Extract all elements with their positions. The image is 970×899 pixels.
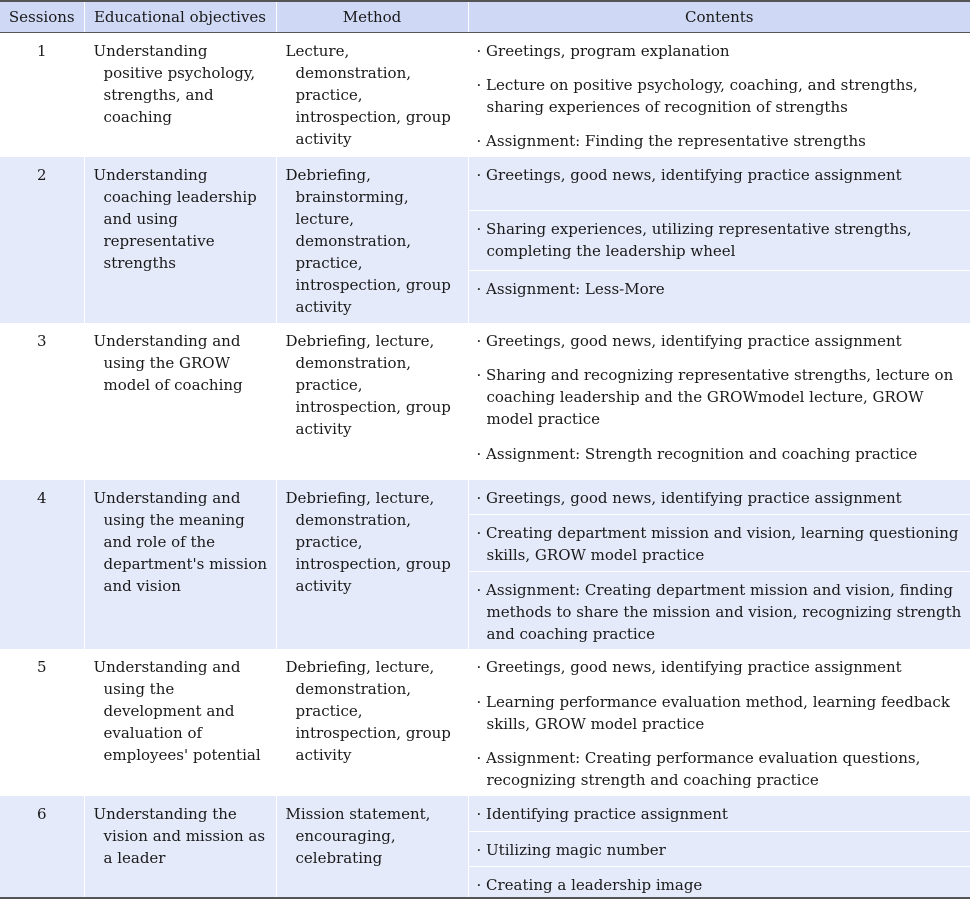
objective-cell: Understanding and using the meaning and role of the department's mission and vision — [84, 480, 276, 649]
contents-cell — [468, 33, 970, 157]
content-item: · Lecture on positive psychology, coaching, and strengths, sharing experiences of recognition of strengths — [476, 76, 918, 116]
method-cell: Debriefing, brainstorming, lecture, demonstration, practice, introspection, group activity — [276, 157, 468, 323]
content-item: · Greetings, program explanation — [476, 42, 730, 60]
table-row — [0, 796, 970, 898]
header-contents: Contents — [468, 1, 970, 33]
contents-cell — [468, 323, 970, 480]
objective-cell: Understanding and using the development and evaluation of employees' potential — [84, 649, 276, 796]
header-sessions: Sessions — [0, 1, 84, 33]
content-item: · Greetings, good news, identifying practice assignment — [476, 657, 902, 676]
contents-cell — [468, 480, 970, 649]
content-item: · Learning performance evaluation method, learning feedback skills, GROW model practice — [476, 692, 950, 733]
objective-cell: Understanding positive psychology, strengths, and coaching — [84, 33, 276, 157]
contents-cell — [468, 157, 970, 323]
contents-cell — [468, 649, 970, 796]
content-item: · Assignment: Creating performance evaluation questions, recognizing strength and coaching practice — [476, 748, 921, 789]
content-item: · Greetings, good news, identifying practice assignment — [476, 488, 902, 507]
objective-cell: Understanding coaching leadership and using representative strengths — [84, 157, 276, 323]
method-cell: Debriefing, lecture, demonstration, practice, introspection, group activity — [276, 480, 468, 649]
header-row — [0, 1, 970, 33]
method-cell: Lecture, demonstration, practice, introspection, group activity — [276, 33, 468, 157]
content-item: · Assignment: Strength recognition and coaching practice — [476, 444, 918, 463]
session-number: 4 — [0, 480, 84, 649]
method-cell: Debriefing, lecture, demonstration, practice, introspection, group activity — [276, 323, 468, 480]
content-item: · Identifying practice assignment — [476, 804, 728, 823]
header-method: Method — [276, 1, 468, 33]
contents-cell — [468, 796, 970, 898]
content-item: · Creating department mission and vision, learning questioning skills, GROW model practice — [469, 514, 970, 571]
content-item: · Greetings, good news, identifying practice assignment — [476, 165, 902, 184]
session-number: 6 — [0, 796, 84, 898]
table-row — [0, 33, 970, 157]
table-row — [0, 649, 970, 796]
content-item: · Greetings, good news, identifying practice assignment — [476, 331, 902, 350]
content-item: · Assignment: Creating department mission and vision, finding methods to share the mission and vision, recognizing strength and coaching practice — [469, 571, 970, 645]
content-item: · Sharing and recognizing representative strengths, lecture on coaching leadership and the GROWmodel lecture, GROW model practice — [476, 365, 954, 428]
table-row — [0, 157, 970, 323]
content-item: · Assignment: Finding the representative strengths — [476, 132, 866, 150]
content-item: · Assignment: Less-More — [469, 270, 970, 300]
objective-cell: Understanding and using the GROW model of coaching — [84, 323, 276, 480]
session-number: 5 — [0, 649, 84, 796]
content-item: · Sharing experiences, utilizing representative strengths, completing the leadership wheel — [469, 210, 970, 270]
objective-cell: Understanding the vision and mission as a leader — [84, 796, 276, 898]
method-cell: Mission statement, encouraging, celebrating — [276, 796, 468, 898]
session-number: 2 — [0, 157, 84, 323]
method-cell: Debriefing, lecture, demonstration, practice, introspection, group activity — [276, 649, 468, 796]
session-number: 3 — [0, 323, 84, 480]
table-row — [0, 480, 970, 649]
content-item: · Utilizing magic number — [469, 831, 970, 866]
header-objectives: Educational objectives — [84, 1, 276, 33]
session-number: 1 — [0, 33, 84, 157]
table-row — [0, 323, 970, 480]
content-item: · Creating a leadership image — [469, 866, 970, 896]
